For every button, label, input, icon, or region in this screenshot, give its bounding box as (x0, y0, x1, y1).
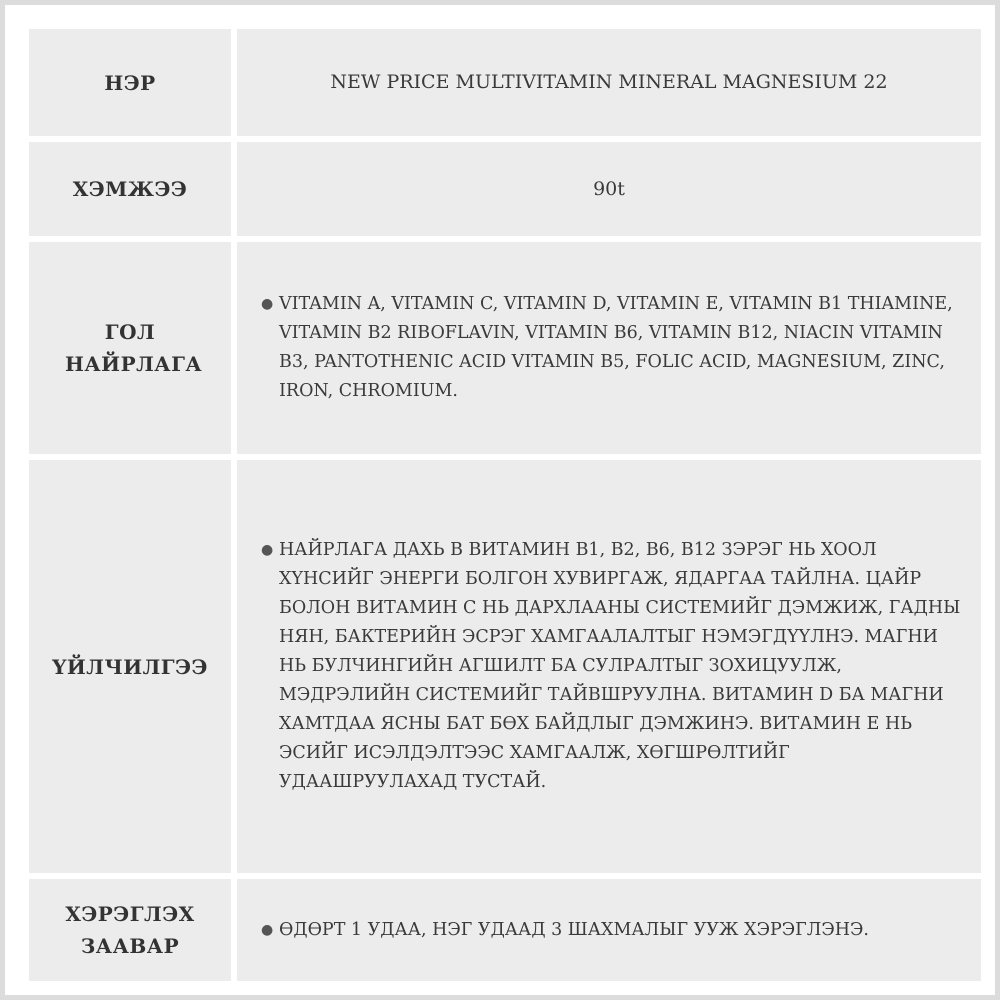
benefits-label: ҮЙЛЧИЛГЭЭ (29, 460, 231, 873)
usage-value (237, 879, 981, 981)
row-ingredients (29, 242, 981, 454)
size-label: ХЭМЖЭЭ (29, 142, 231, 236)
bullet-icon: ● (261, 921, 274, 938)
row-benefits (29, 460, 981, 873)
bullet-icon: ● (261, 542, 274, 558)
ingredients-list-item (261, 290, 967, 406)
benefits-value (237, 460, 981, 873)
name-value: NEW PRICE MULTIVITAMIN MINERAL MAGNESIUM 22 (237, 29, 981, 136)
usage-label (29, 879, 231, 981)
benefits-list-item (261, 536, 967, 797)
ingredients-label-text: ГОЛ НАЙРЛАГА (65, 320, 203, 376)
benefits-text: НАЙРЛАГА ДАХЬ В ВИТАМИН B1, B2, B6, B12 ЗЭРЭГ НЬ ХООЛ ХҮНСИЙГ ЭНЕРГИ БОЛГОН ХУВИРГАЖ, ЯДАРГАА ТАЙЛНА. ЦАЙР БОЛОН ВИТАМИН С НЬ ДАРХЛААНЫ СИСТЕМИЙГ ДЭМЖИЖ, ГАДНЫ НЯН, БАКТЕРИЙН ЭСРЭГ ХАМГААЛАЛТЫГ НЭМЭГДҮҮЛНЭ. МАГНИ НЬ БУЛЧИНГИЙН АГШИЛТ БА СУЛРАЛТЫГ ЗОХИЦУУЛЖ, МЭДРЭЛИЙН СИСТЕМИЙГ ТАЙВШРУУЛНА. ВИТАМИН D БА МАГНИ ХАМТДАА ЯСНЫ БАТ БӨХ БАЙДЛЫГ ДЭМЖИНЭ. ВИТАМИН Е НЬ ЭСИЙГ ИСЭЛДЭЛТЭЭС ХАМГААЛЖ, ХӨГШРӨЛТИЙГ УДААШРУУЛАХАД ТУСТАЙ. (279, 540, 961, 792)
bullet-icon: ● (261, 296, 274, 312)
size-value: 90t (237, 142, 981, 236)
name-label: НЭР (29, 29, 231, 136)
ingredients-label (29, 242, 231, 454)
usage-list-item (261, 916, 869, 945)
row-usage (29, 879, 981, 981)
usage-text: ӨДӨРТ 1 УДАА, НЭГ УДААД 3 ШАХМАЛЫГ УУЖ ХЭРЭГЛЭНЭ. (279, 919, 869, 940)
row-size (29, 142, 981, 236)
usage-label-text: ХЭРЭГЛЭХ ЗААВАР (65, 902, 195, 958)
ingredients-value (237, 242, 981, 454)
ingredients-text: VITAMIN A, VITAMIN C, VITAMIN D, VITAMIN E, VITAMIN B1 THIAMINE, VITAMIN B2 RIBOFLAVIN, VITAMIN B6, VITAMIN B12, NIACIN VITAMIN B3, PANTOTHENIC ACID VITAMIN B5, FOLIC ACID, MAGNESIUM, ZINC, IRON, CHROMIUM. (279, 294, 953, 401)
row-name (29, 29, 981, 136)
